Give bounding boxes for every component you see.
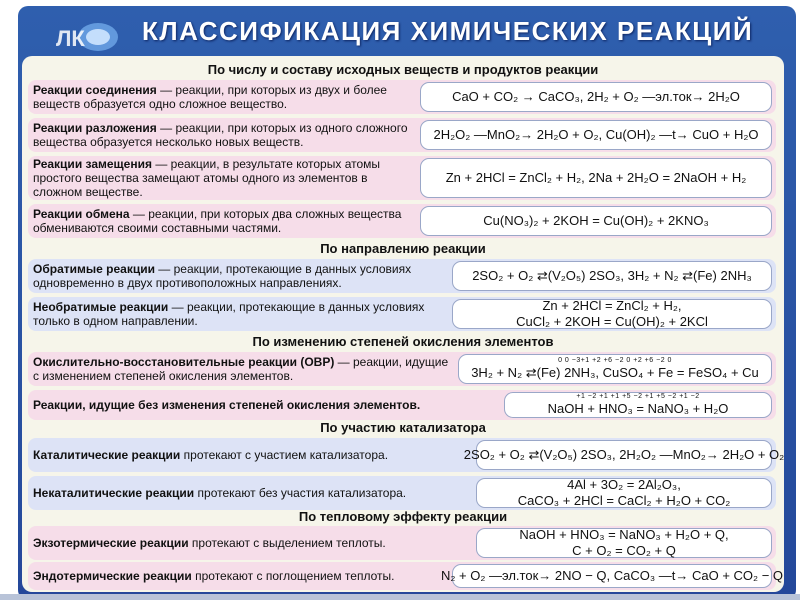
page-title: КЛАССИФИКАЦИЯ ХИМИЧЕСКИХ РЕАКЦИЙ xyxy=(142,16,754,46)
term: Реакции разложения xyxy=(33,121,157,135)
term: Реакции обмена xyxy=(33,207,130,221)
term-description: — реакции, при которых из одного сложного вещества образуется несколько новых веществ. xyxy=(33,121,408,149)
equation-line: CaCO₃ + 2HCl = CaCl₂ + H₂O + CO₂ xyxy=(517,493,731,508)
term: Окислительно-восстановительные реакции (ОВР) xyxy=(33,355,335,369)
bottom-edge xyxy=(0,594,800,600)
term-description: протекают без участия катализатора. xyxy=(194,486,407,500)
equation: 2SO₂ + O₂ ⇄(V₂O₅) 2SO₃, 2H₂O₂ —MnO₂→ 2H₂O + O₂ xyxy=(463,447,785,462)
definition xyxy=(33,390,493,420)
term-description: протекают с участием катализатора. xyxy=(180,448,389,462)
row-nonredox xyxy=(28,390,776,420)
definition xyxy=(33,156,415,200)
row-reversible xyxy=(28,259,776,293)
definition xyxy=(33,526,477,560)
definition xyxy=(33,352,453,386)
equation-line: Zn + 2HCl = ZnCl₂ + H₂, xyxy=(542,298,682,313)
definition xyxy=(33,297,447,331)
equation: N₂ + O₂ —эл.ток→ 2NO − Q, CaCO₃ —t→ CaO + CO₂ − Q xyxy=(440,568,784,583)
equation-line: 4Al + 3O₂ = 2Al₂O₃, xyxy=(567,477,681,492)
term-description: — реакции, в результате которых атомы простого вещества замещают атомы одного из элементов в сложном веществе. xyxy=(33,157,381,199)
equation-box xyxy=(463,440,785,470)
term: Реакции замещения xyxy=(33,157,152,171)
equation-line: C + O₂ = CO₂ + Q xyxy=(572,543,676,558)
term-description: протекают с выделением теплоты. xyxy=(188,536,386,550)
equation-box xyxy=(420,206,772,236)
equation-box xyxy=(476,528,772,558)
equation-box xyxy=(420,82,772,112)
term-description: — реакции, при которых из двух и более веществ образуется одно сложное вещество. xyxy=(33,83,387,111)
equation-box xyxy=(440,564,784,588)
term: Каталитические реакции xyxy=(33,448,181,462)
section-heading-catalyst: По участию катализатора xyxy=(320,420,486,435)
definition xyxy=(33,438,477,472)
equation-box xyxy=(476,478,772,508)
term-description: — реакции, идущие с изменением степеней окисления элементов. xyxy=(33,355,449,383)
term: Эндотермические реакции xyxy=(33,569,192,583)
equation: 2SO₂ + O₂ ⇄(V₂O₅) 2SO₃, 3H₂ + N₂ ⇄(Fe) 2NH₃ xyxy=(472,268,752,283)
equation: NaOH + HNO₃ = NaNO₃ + H₂O xyxy=(547,401,729,416)
row-exothermic xyxy=(28,526,776,560)
section-heading-oxidation: По изменению степеней окисления элементов xyxy=(252,334,554,349)
equation: Zn + 2HCl = ZnCl₂ + H₂, 2Na + 2H₂O = 2NaOH + H₂ xyxy=(445,170,747,185)
equation: CaO + CO₂ → CaCO₃, 2H₂ + O₂ —эл.ток→ 2H₂O xyxy=(452,89,740,104)
term-description: — реакции, протекающие в данных условиях только в одном направлении. xyxy=(33,300,425,328)
definition xyxy=(33,476,477,510)
section-heading-composition: По числу и составу исходных веществ и продуктов реакции xyxy=(207,62,599,77)
publisher-logo xyxy=(52,20,122,54)
equation-box xyxy=(420,120,772,150)
row-redox xyxy=(28,352,776,386)
equation-box xyxy=(452,261,772,291)
section-heading-heat: По тепловому эффекту реакции xyxy=(298,509,508,524)
content-panel xyxy=(22,56,784,592)
equation: Cu(NO₃)₂ + 2KOH = Cu(OH)₂ + 2KNO₃ xyxy=(483,213,709,228)
oxidation-states: 0 0 −3+1 +2 +6 −2 0 +2 +6 −2 0 xyxy=(558,357,672,364)
term-description: — реакции, протекающие в данных условиях одновременно в двух противоположных направлениях. xyxy=(33,262,412,290)
term-description: — реакции, при которых два сложных вещества обмениваются своими составными частями. xyxy=(33,207,402,235)
definition xyxy=(33,118,415,152)
equation-box xyxy=(458,354,772,384)
row-endothermic xyxy=(28,562,784,590)
equation: 3H₂ + N₂ ⇄(Fe) 2NH₃, CuSO₄ + Fe = FeSO₄ + Cu xyxy=(471,365,759,380)
row-combination xyxy=(28,80,776,114)
term: Экзотермические реакции xyxy=(33,536,189,550)
equation-box xyxy=(504,392,772,418)
oxidation-states: +1 −2 +1 +1 +5 −2 +1 +5 −2 +1 −2 xyxy=(576,393,700,400)
definition xyxy=(33,259,447,293)
term-description: протекают с поглощением теплоты. xyxy=(191,569,395,583)
svg-text:ЛК: ЛК xyxy=(56,26,85,51)
term: Некаталитические реакции xyxy=(33,486,195,500)
definition xyxy=(33,562,453,590)
row-exchange xyxy=(28,204,776,238)
definition xyxy=(33,80,415,114)
row-noncatalytic xyxy=(28,476,776,510)
row-irreversible xyxy=(28,297,776,331)
row-decomposition xyxy=(28,118,776,152)
term: Обратимые реакции xyxy=(33,262,155,276)
row-catalytic xyxy=(28,438,785,472)
section-heading-direction: По направлению реакции xyxy=(320,241,486,256)
equation-line: CuCl₂ + 2KOH = Cu(OH)₂ + 2KCl xyxy=(516,314,708,329)
term: Реакции соединения xyxy=(33,83,157,97)
equation-line: NaOH + HNO₃ = NaNO₃ + H₂O + Q, xyxy=(519,527,729,542)
term: Необратимые реакции xyxy=(33,300,169,314)
equation-box xyxy=(452,299,772,329)
row-substitution xyxy=(28,156,776,200)
equation-box xyxy=(420,158,772,198)
term: Реакции, идущие без изменения степеней окисления элементов. xyxy=(33,398,421,412)
definition xyxy=(33,204,415,238)
equation: 2H₂O₂ —MnO₂→ 2H₂O + O₂, Cu(OH)₂ —t→ CuO + H₂O xyxy=(433,127,759,142)
